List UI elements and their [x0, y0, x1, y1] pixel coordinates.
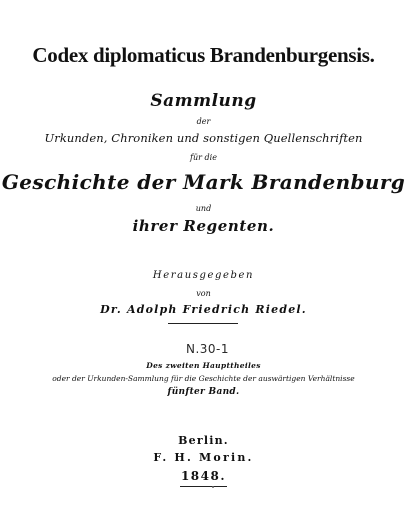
collection-heading: Sammlung: [150, 91, 257, 111]
connector-und: und: [195, 204, 212, 213]
published-label: Herausgegeben: [152, 270, 255, 281]
history-heading: Geschichte der Mark Brandenburg: [1, 170, 406, 194]
subtitle-line: Urkunden, Chroniken und sonstigen Quellenschriften: [44, 131, 363, 145]
imprint-year: 1848.: [180, 469, 227, 483]
shelf-stamp: N.30-1: [186, 342, 230, 356]
part-description: oder der Urkunden-Sammlung für die Geschichte der auswärtigen Verhältnisse: [52, 374, 355, 383]
year-underline: [180, 486, 227, 487]
ink-speck: [212, 486, 214, 488]
imprint-place: Berlin.: [178, 434, 229, 447]
connector-von: von: [196, 289, 211, 298]
connector-fuer-die: für die: [190, 153, 217, 162]
connector-der: der: [196, 117, 211, 126]
divider-rule: [168, 323, 238, 324]
book-title: Codex diplomaticus Brandenburgensis.: [32, 43, 375, 67]
editor-name: Dr. Adolph Friedrich Riedel.: [100, 303, 307, 316]
imprint-publisher: F. H. Morin.: [153, 451, 254, 464]
volume-label: fünfter Band.: [167, 387, 240, 397]
part-line: Des zweiten Haupttheiles: [146, 361, 261, 370]
regents-heading: ihrer Regenten.: [132, 217, 275, 235]
